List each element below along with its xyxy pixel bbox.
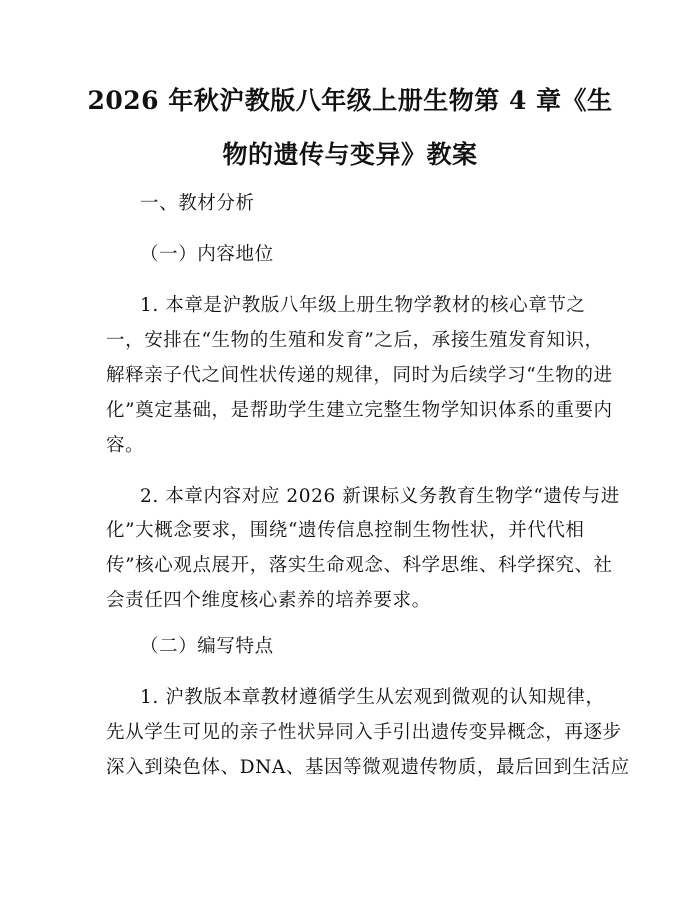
subsection-heading-content-position: （一）内容地位: [140, 244, 274, 265]
document-title-line-1: 2026 年秋沪教版八年级上册生物第 4 章《生: [87, 86, 613, 115]
paragraph-line: 1. 沪教版本章教材遵循学生从宏观到微观的认知规律，: [140, 687, 605, 708]
paragraph-line: 化”奠定基础，是帮助学生建立完整生物学知识体系的重要内: [106, 400, 613, 421]
paragraph-line: 传”核心观点展开，落实生命观念、科学思维、科学探究、社: [106, 555, 613, 576]
paragraph-line: 先从学生可见的亲子性状异同入手引出遗传变异概念，再逐步: [106, 722, 622, 743]
paragraph-line: 解释亲子代之间性状传递的规律，同时为后续学习“生物的进: [106, 365, 613, 386]
paragraph-line: 2. 本章内容对应 2026 新课标义务教育生物学“遗传与进: [140, 486, 620, 507]
paragraph-line: 会责任四个维度核心素养的培养要求。: [106, 590, 431, 611]
paragraph-line: 化”大概念要求，围绕“遗传信息控制生物性状，并代代相: [106, 520, 585, 541]
subsection-heading-writing-features: （二）编写特点: [140, 636, 274, 657]
document-title-line-2: 物的遗传与变异》教案: [222, 140, 478, 169]
paragraph-line: 一，安排在“生物的生殖和发育”之后，承接生殖发育知识，: [106, 330, 604, 351]
section-heading-textbook-analysis: 一、教材分析: [140, 193, 255, 214]
paragraph-line: 深入到染色体、DNA、基因等微观遗传物质，最后回到生活应: [106, 757, 630, 778]
paragraph-line: 容。: [106, 435, 145, 456]
paragraph-line: 1. 本章是沪教版八年级上册生物学教材的核心章节之: [140, 295, 586, 316]
